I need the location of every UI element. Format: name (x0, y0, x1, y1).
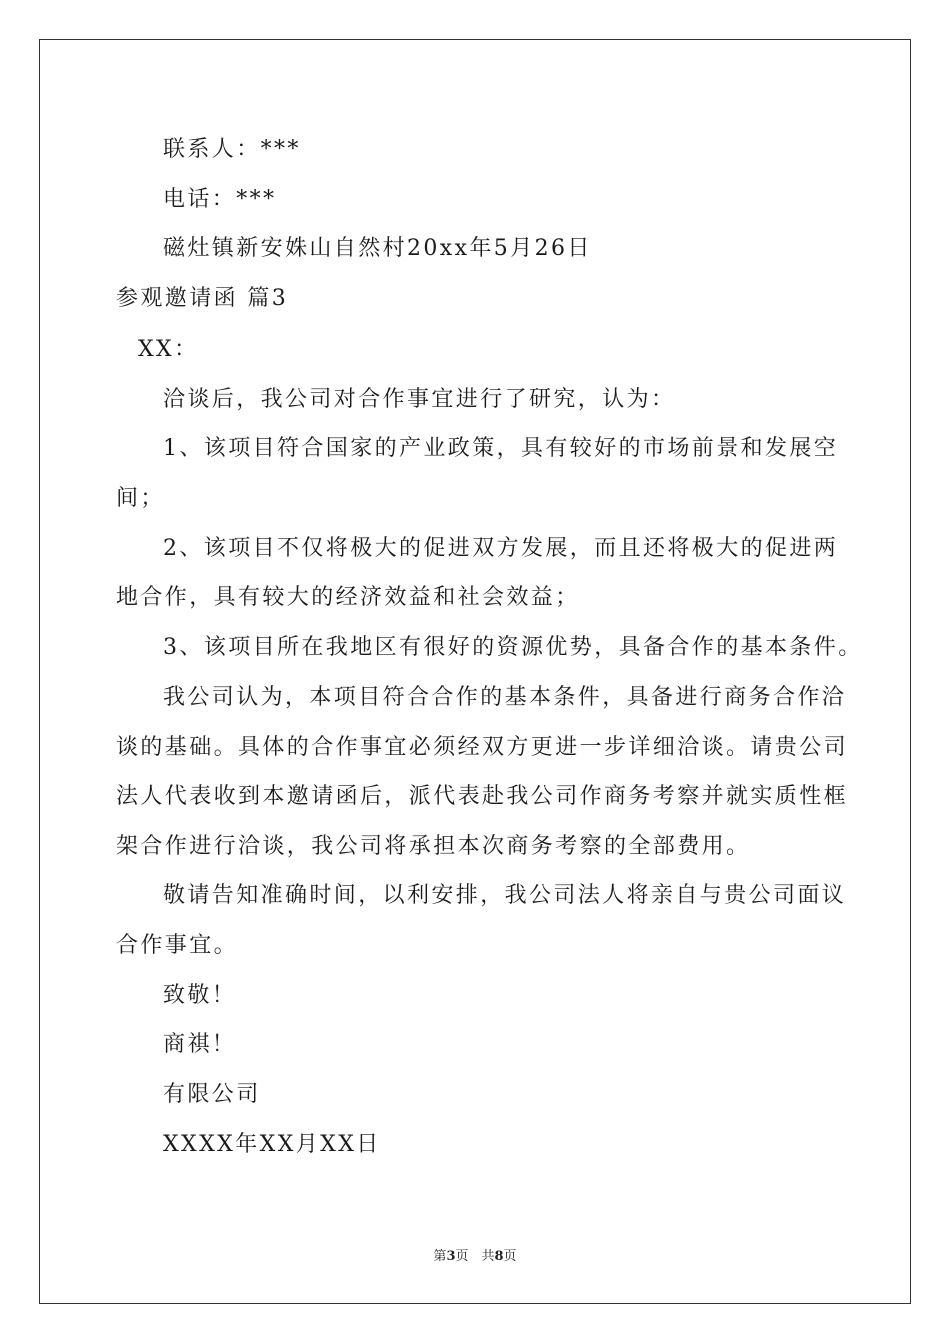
contact-person-line: 联系人：*** (163, 137, 301, 162)
footer-prefix: 第 (433, 1249, 447, 1264)
closing-greeting-2: 商祺！ (163, 1032, 237, 1057)
page-frame (39, 39, 911, 1304)
salutation: XX： (138, 337, 199, 362)
footer-total-pages: 8 (494, 1249, 504, 1264)
body-line-12: 合作事宜。 (116, 933, 239, 958)
body-line-10: 架合作进行洽谈，我公司将承担本次商务考察的全部费用。 (116, 834, 751, 859)
body-line-8: 谈的基础。具体的合作事宜必须经双方更进一步详细洽谈。请贵公司 (116, 735, 849, 760)
signature-date: XXXX年XX月XX日 (163, 1132, 381, 1157)
body-line-11: 敬请告知准确时间，以利安排，我公司法人将亲自与贵公司面议 (163, 883, 847, 908)
body-line-2: 1、该项目符合国家的产业政策，具有较好的市场前景和发展空 (163, 436, 839, 461)
body-line-5: 地合作，具有较大的经济效益和社会效益； (116, 585, 580, 610)
body-line-7: 我公司认为，本项目符合合作的基本条件，具备进行商务合作洽 (163, 685, 847, 710)
body-line-6: 3、该项目所在我地区有很好的资源优势，具备合作的基本条件。 (163, 635, 863, 660)
footer-page-number: 3 (446, 1249, 456, 1264)
page-footer (0, 1248, 950, 1266)
footer-mid: 页 共 (455, 1249, 495, 1264)
body-line-9: 法人代表收到本邀请函后，派代表赴我公司作商务考察并就实质性框 (116, 784, 849, 809)
signature-company: 有限公司 (163, 1082, 261, 1107)
body-line-1: 洽谈后，我公司对合作事宜进行了研究，认为： (163, 387, 676, 412)
body-line-4: 2、该项目不仅将极大的促进双方发展，而且还将极大的促进两 (163, 536, 839, 561)
closing-greeting-1: 致敬！ (163, 983, 237, 1008)
phone-line: 电话：*** (163, 187, 277, 212)
body-line-3: 间； (116, 486, 165, 511)
footer-suffix: 页 (503, 1249, 517, 1264)
section-heading: 参观邀请函 篇3 (116, 286, 289, 311)
address-date-line: 磁灶镇新安姝山自然村20xx年5月26日 (163, 236, 592, 261)
